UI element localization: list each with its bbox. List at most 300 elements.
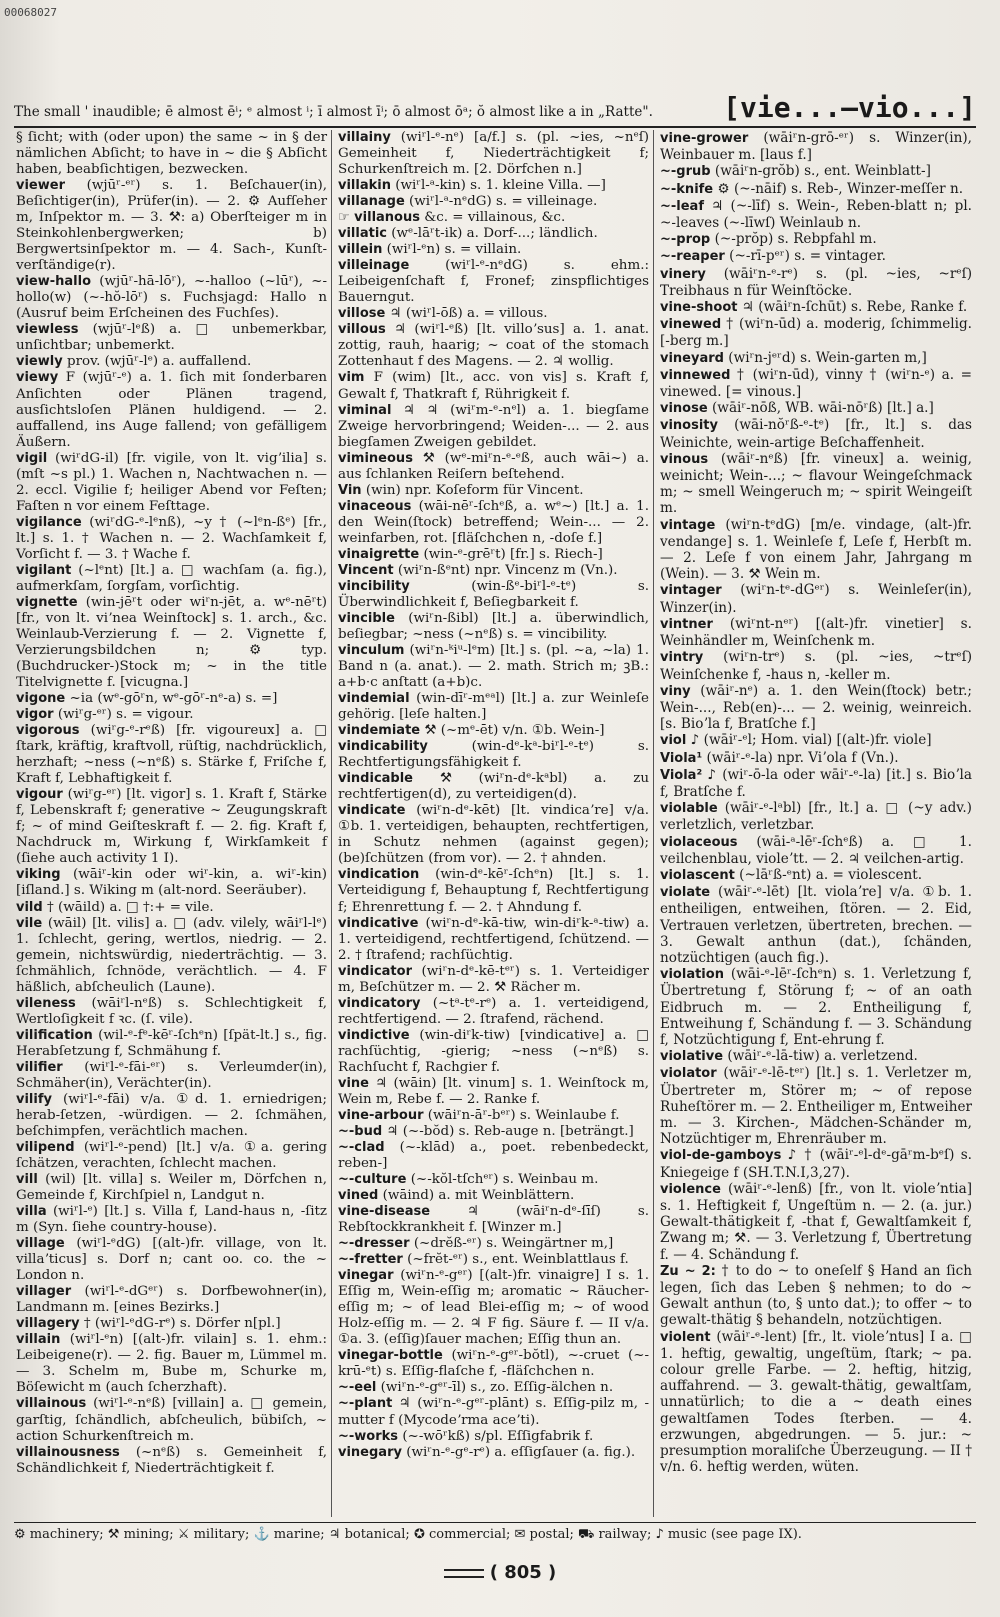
entry-definition: (win-dᵉ-kᵃ-biʳl-ᵉ-tᵉ) s. Rechtfertigungsfähigkeit f. (338, 739, 649, 771)
entry-definition: ♪ (wiʳ-ō-la oder wāiʳ-ᵉ-la) [it.] s. Bioʼla f, Bratſche f. (660, 766, 973, 800)
dictionary-entry (660, 198, 972, 231)
entry-definition: ♃ (wāiʳn-dᵉ-ſīſ) s. Rebſtockkrankheit f. [Winzer m.] (338, 1204, 649, 1236)
entry-headword: vincible (338, 610, 395, 626)
entry-definition: (win-dīʳ-mᵉᵃl) [lt.] a. zur Weinleſe gehörig. [leſe halten.] (338, 691, 649, 723)
entry-headword: vigorous (16, 723, 80, 739)
entry-definition: prov. (wjūʳ-lᵉ) a. auffallend. (66, 354, 252, 370)
entry-definition: ♃ (~-bŏd) s. Reb-auge n. [beträngt.] (386, 1123, 634, 1139)
entry-definition: (wiʳn-jᵉʳd) s. Wein-garten m,] (728, 349, 927, 366)
entry-headword: village (16, 1236, 65, 1252)
dictionary-entry (660, 884, 972, 966)
entry-headword: ~-reaper (660, 249, 725, 265)
entry-definition: ♃ (wiʳl-ōß) a. = villous. (389, 306, 548, 322)
entry-definition: (wiʳn-tᵉ-dGᵉʳ) s. Weinleſer(in), Winzer(in). (660, 582, 972, 616)
entry-headword: vined (338, 1188, 379, 1204)
dictionary-entry (16, 996, 327, 1028)
entry-headword: vinaigrette (338, 546, 420, 562)
entry-headword: viewer (16, 178, 65, 194)
dictionary-entry (338, 916, 649, 964)
entry-headword: vindicate (338, 803, 406, 819)
dictionary-entry (338, 579, 649, 611)
entry-headword: vild (16, 899, 43, 915)
entry-definition: (wiʳl-ᵉ-fāi) v/a. ①d. 1. erniedrigen; herab-ſetzen, -würdigen. — 2. ſchmähen, beſchimpfen, verächtlich machen. (16, 1091, 327, 1139)
dictionary-entry (338, 547, 649, 563)
symbol-legend: ⚙ machinery; ⚒ mining; ⚔ military; ⚓ marine; ♃ botanical; ✪ commercial; ✉ postal; ⛟ railway; ♪ music (see page IX). (14, 1522, 976, 1544)
entry-headword: vintry (660, 650, 704, 666)
entry-definition: (~tᵃ-tᵉ-rᵉ) a. 1. verteidigend, rechtfertigend. — 2. ſtrafend, rächend. (338, 995, 649, 1027)
dictionary-entry (338, 771, 649, 803)
entry-headword: vine-disease (338, 1204, 431, 1220)
entry-definition: (wāiʳ-ᵉ-lᵃbl) [fr., lt.] a. □ (~y adv.) verletzlich, verletzbar. (660, 800, 972, 834)
dictionary-entry (338, 130, 649, 178)
column-2 (336, 130, 654, 1517)
dictionary-entry (16, 451, 327, 515)
entry-definition: (wiʳl-ᵃ-nᵉdG) s. = villeinage. (409, 194, 598, 210)
entry-headword: vinegar (338, 1268, 394, 1284)
entry-headword: violate (660, 885, 711, 901)
entry-headword: vintner (660, 616, 713, 632)
dictionary-entry (660, 417, 972, 450)
entry-headword: vill (16, 1172, 38, 1188)
entry-headword: villainy (338, 130, 391, 145)
dictionary-entry (338, 499, 649, 547)
dictionary-entry (660, 163, 972, 180)
entry-headword: vine (338, 1075, 370, 1091)
entry-headword: ~-knife (660, 181, 714, 197)
entry-headword: vindemiate (338, 723, 421, 739)
dictionary-entry (16, 723, 327, 787)
entry-definition: (~-prŏp) s. Rebpfahl m. (714, 231, 877, 248)
entry-definition: (wiʳl-ᵉ-fāi-ᵉʳ) s. Verleumder(in), Schmäher(in), Verächter(in). (16, 1059, 327, 1091)
entry-definition: † (wiʳl-ᵉdG-rᵉ) s. Dörfer n[pl.] (83, 1316, 281, 1332)
dictionary-entry (16, 867, 327, 899)
entry-definition: (wiʳdG-il) [fr. vigile, von lt. vigʼilia] s. (mſt ~s pl.) 1. Wachen n, Nachtwachen n. — 2. eccl. Vigilie f; heiliger Abend vor Feſten; Faſten n vor einem Feſttage. (16, 450, 327, 514)
pronunciation-key: The small ' inaudible; ē almost ēⁱ; ᵉ almost ⁱ; ī almost īⁱ; ō almost ōᵃ; ŏ almost like a in „Ratte". (14, 104, 653, 120)
entry-definition: (wāiʳn-āʳ-bᵉʳ) s. Weinlaube f. (427, 1107, 620, 1123)
entry-headword: ~-clad (338, 1139, 385, 1155)
entry-definition: (~lᵉnt) [lt.] a. □ wachſam (a. fig.), aufmerkſam, ſorgſam, vorſichtig. (16, 562, 327, 594)
dictionary-entry (338, 370, 649, 402)
entry-headword: villose (338, 306, 386, 322)
entry-headword: villanage (338, 194, 405, 210)
entry-definition: ♪ (wāiʳ-ᵉl; Hom. vial) [(alt-)fr. viole] (690, 732, 932, 749)
dictionary-entry (660, 750, 972, 767)
entry-headword: violaceous (660, 834, 738, 850)
dictionary-entry (338, 403, 649, 451)
dictionary-entry (338, 1252, 649, 1268)
entry-headword: vile (16, 915, 43, 931)
entry-definition: (wāiʳl-nᵉß) s. Schlechtigkeit f, Wertloſigkeit f ꝛc. (ſ. vile). (16, 995, 327, 1027)
entry-headword: ~-fretter (338, 1252, 403, 1268)
dictionary-entry (338, 1204, 649, 1236)
dictionary-entry (338, 643, 649, 691)
entry-definition: (wāi-nēʳ-ſchᵉß, a. wᵉ~) [lt.] a. 1. den Wein(ſtock) betreffend; Wein-... — 2. weinfarben, rot. [fläſchchen n, -doſe f.] (338, 498, 649, 546)
entry-headword: violable (660, 801, 718, 817)
entry-headword: vinewed (660, 317, 722, 333)
entry-definition: ♃ ♃ (wiʳm-ᵉ-nᵉl) a. 1. biegſame Zweige hervorbringend; Weiden-... — 2. aus biegſamen Zweigen gebildet. (338, 402, 649, 450)
entry-definition: (wiʳl-ᵉn) s. = villain. (386, 242, 522, 258)
entry-headword: ~-leaf (660, 198, 704, 214)
entry-headword: villager (16, 1284, 72, 1300)
entry-headword: vindicatory (338, 995, 421, 1011)
page-header (14, 86, 976, 128)
entry-definition: (wjūʳ-ᵉʳ) s. 1. Beſchauer(in), Beſichtiger(in), Prüfer(in). — 2. ⚙ Aufſeher m, Inſpektor m. — 3. ⚒: a) Oberſteiger m in Steinkohlenbergwerken; b) Bergwertsinſpektor m. — 4. Sach-, Kunſt-verſtändige(r). (16, 178, 327, 274)
dictionary-entry (338, 1268, 649, 1348)
entry-headword: vignette (16, 594, 78, 610)
entry-headword: viol (660, 733, 687, 749)
entry-headword: Vin (338, 482, 362, 498)
dictionary-entry (338, 306, 649, 322)
entry-definition: (wiʳnt-nᵉʳ) [(alt-)fr. vinetier] s. Weinhändler m, Weinſchenk m. (660, 615, 972, 650)
entry-headword: vigor (16, 707, 54, 723)
dictionary-entry (16, 178, 327, 274)
entry-headword: violative (660, 1049, 724, 1065)
dictionary-entry (16, 1172, 327, 1204)
entry-definition: ♪ † (wāiʳ-ᵉl-dᵉ-gāʳm-bᵉſ) s. Kniegeige f (SH.T.N.I,3,27). (660, 1147, 972, 1181)
entry-headword: vine-grower (660, 131, 749, 146)
dictionary-entry (660, 451, 972, 517)
dictionary-entry (338, 611, 649, 643)
entry-definition: (wiʳn-ßᵉnt) npr. Vincenz m (Vn.). (397, 562, 618, 578)
entry-headword: vigour (16, 787, 63, 803)
entry-headword: viminal (338, 402, 392, 418)
entry-definition: (wiʳl-ᵃ-kin) s. 1. kleine Villa. —] (395, 178, 606, 194)
entry-headword: ☞ villanous (338, 210, 420, 226)
entry-definition: (wiʳn-dᵉ-kēt) [lt. vindicaʼre] v/a. ①b. 1. verteidigen, behaupten, rechtfertigen, in Schutz nehmen (against gegen); (be)ſchützen (from vor). — 2. † ahnden. (338, 803, 649, 867)
entry-headword: vinaceous (338, 498, 412, 514)
entry-definition: (wiʳl-ᵉ-nᵉß) [villain] a. □ gemein, garſtig, ſchändlich, abſcheulich, bübiſch, ~ action Schurkenſtreich m. (16, 1396, 327, 1444)
entry-headword: view-hallo (16, 274, 92, 290)
dictionary-entry (660, 582, 972, 615)
entry-definition: (wiʳl-ᵉdG) [(alt-)fr. village, von lt. villaʼticus] s. Dorf n; cant oo. co. the ~ London n. (16, 1236, 327, 1284)
dictionary-entry (338, 1445, 649, 1461)
dictionary-entry (16, 515, 327, 563)
entry-definition: (wiʳn-dᵉ-kā-tiw, win-diʳk-ᵃ-tiw) a. 1. verteidigend, rechtfertigend, ſchützend. — 2. † ſtrafend; rachſüchtig. (338, 915, 649, 963)
entry-headword: vinose (660, 401, 708, 417)
entry-definition: ♃ (wāiʳn-ſchūt) s. Rebe, Ranke f. (741, 299, 968, 316)
dictionary-entry (16, 787, 327, 867)
dictionary-entry (338, 178, 649, 194)
dictionary-entry (660, 800, 972, 833)
entry-headword: vimineous (338, 450, 413, 466)
dictionary-entry (660, 1048, 972, 1065)
dictionary-entry (16, 563, 327, 595)
dictionary-entry (338, 803, 649, 867)
dictionary-entry (338, 1124, 649, 1140)
entry-headword: ~-culture (338, 1172, 407, 1188)
entry-headword: violator (660, 1066, 717, 1082)
entry-headword: viewless (16, 322, 79, 338)
entry-definition: (win) npr. Koſeform für Vincent. (365, 482, 584, 498)
entry-headword: vintage (660, 517, 716, 533)
entry-headword: villainousness (16, 1444, 120, 1460)
entry-headword: vindicator (338, 963, 412, 979)
entry-headword: vinculum (338, 643, 405, 658)
entry-definition: (win-ᵉ-grēʳt) [fr.] s. Riech-] (423, 546, 603, 562)
entry-definition: &c. = villainous, &c. (424, 210, 566, 226)
dictionary-entry (660, 517, 972, 583)
dictionary-entry (660, 181, 972, 198)
entry-definition: (win-dᵉ-kēʳ-ſchᵉn) [lt.] s. 1. Verteidigung f, Behauptung f, Rechtfertigung f; Ehrenrettung f. — 2. † Ahndung f. (338, 867, 649, 915)
entry-definition: (wil) [lt. villa] s. Weiler m, Dörfchen n, Gemeinde f, Kirchſpiel n, Landgut n. (16, 1172, 327, 1204)
entry-definition: ~ia (wᵉ-gōʳn, wᵉ-gōʳ-nᵉ-a) s. =] (69, 691, 278, 707)
dictionary-entry (660, 248, 972, 265)
entry-definition: (~-wōʳkß) s/pl. Eſſigfabrik f. (402, 1428, 594, 1444)
entry-headword: ~-eel (338, 1380, 377, 1396)
page-range: [vie...—vio...] (723, 91, 976, 124)
dictionary-entry (660, 1329, 972, 1476)
dictionary-entry (338, 1380, 649, 1396)
entry-definition: (wiʳl-ᵉ) [lt.] s. Villa f, Land-haus n, -ſitz m (Syn. ſiehe country-house). (16, 1204, 327, 1236)
entry-definition: (win-jēʳt oder wiʳn-jēt, a. wᵉ-nēʳt) [fr., von lt. viʼnea Weinſtock] s. 1. arch., &c. Weinlaub-Verzierung f. — 2. Vignette f, Verzierungsbildchen n; ⚙ typ. (Buchdrucker-)Stock m; ~ in the title Titelvignette f. [vicugna.] (16, 594, 327, 691)
dictionary-entry (338, 194, 649, 210)
entry-headword: vine-shoot (660, 300, 738, 316)
entry-headword: vinegar-bottle (338, 1348, 443, 1364)
entry-definition: (wiʳl-ᵉn) [(alt-)fr. vilain] s. 1. ehm.: Leibeigene(r). — 2. fig. Bauer m, Lümmel m. — 3. Schelm m, Bube m, Schurke m, Böſewicht m (auch ſcherzhaft). (16, 1332, 327, 1396)
entry-definition: (wāiʳn-ᵉ-rᵉ) s. (pl. ~ies, ~rᵉſ) Treibhaus n für Weinſtöcke. (660, 265, 972, 299)
entry-definition: † (wiʳn-ūd), vinny † (wiʳn-ᵉ) a. = vinewed. [= vinous.] (660, 366, 972, 401)
entry-definition: (wāiʳ-kin oder wiʳ-kin, a. wiʳ-kin) [iſland.] s. Wiking m (alt-nord. Seeräuber). (16, 867, 327, 899)
entry-headword: Viola¹ (660, 750, 703, 766)
dictionary-entry (660, 266, 972, 299)
entry-definition: (wiʳn-trᵉ) s. (pl. ~ies, ~trᵉſ) Weinſchenke f, -haus n, -keller m. (660, 649, 972, 683)
dictionary-entry (338, 996, 649, 1028)
entry-definition: (win-ßᵉ-biʳl-ᵉ-tᵉ) s. Überwindlichkeit f, Beſiegbarkeit f. (338, 578, 649, 610)
dictionary-entry (16, 1060, 327, 1092)
entry-definition: (wāiʳ-nōß, WB. wāi-nōʳß) [lt.] a.] (712, 400, 934, 417)
dictionary-entry (660, 966, 972, 1048)
entry-definition: (~-kŏl-tſchᵉʳ) s. Weinbau m. (410, 1172, 599, 1188)
entry-definition: (~drĕß-ᵉʳ) s. Weingärtner m,] (413, 1236, 614, 1252)
entry-definition: (wāi-ᵉ-lēʳ-ſchᵉn) s. 1. Verletzung f, Übertretung f, Störung f; ~ of an oath Eidbruch m. — 2. Entheiligung f, Entweihung f, Schändung f. — 3. Schändung f, Notzüchtigung f, Ent-ehrung f. (660, 966, 972, 1048)
dictionary-entry (16, 1236, 327, 1284)
entry-headword: vindicable (338, 771, 414, 787)
dictionary-entry (338, 322, 649, 370)
entry-definition: (wāil) [lt. vilis] a. □ (adv. vilely, wāiʳl-lᵉ) 1. ſchlecht, gering, wertlos, niedrig. — 2. gemein, nichtswürdig, niederträchtig. — 3. ſchmählich, ſchnöde, verächtlich. — 4. F häßlich, abſcheulich (Laune). (16, 915, 327, 995)
entry-headword: vinosity (660, 418, 718, 434)
entry-headword: violation (660, 967, 724, 983)
dictionary-entry (660, 834, 972, 867)
dictionary-entry (338, 723, 649, 739)
entry-headword: villous (338, 322, 386, 338)
entry-definition: (wiʳn-ᵉ-gᵉʳ-īl) s., zo. Eſſig-älchen n. (380, 1380, 614, 1396)
dictionary-entry (16, 274, 327, 322)
entry-definition: (wāi-nŏʳß-ᵉ-tᵉ) [fr., lt.] s. das Weinichte, wein-artige Beſchaffenheit. (660, 417, 972, 451)
entry-headword: vigilance (16, 514, 82, 530)
dictionary-entry (660, 1065, 972, 1147)
dictionary-entry (660, 1147, 972, 1180)
dictionary-entry (16, 1284, 327, 1316)
dictionary-entry (660, 767, 972, 800)
dictionary-entry (660, 616, 972, 649)
entry-definition: (wiʳl-ᵉ-pend) [lt.] v/a. ①a. gering ſchätzen, verachten, ſchlecht machen. (16, 1139, 327, 1171)
entry-definition: F (wim) [lt., acc. von vis] s. Kraft f, Gewalt f, Thatkraft f, Rührigkeit f. (338, 370, 649, 402)
dictionary-entry (16, 1140, 327, 1172)
dictionary-entry (660, 732, 972, 749)
entry-definition: ♃ (~-līf) s. Wein-, Reben-blatt n; pl. ~-leaves (~-līwſ) Weinlaub n. (660, 197, 973, 232)
entry-headword: violent (660, 1329, 711, 1345)
entry-headword: ~-bud (338, 1123, 383, 1139)
entry-definition: (wāiʳ-nᵉ) a. 1. den Wein(ſtock) betr.; Wein-..., Reb(en)-... — 2. weinig, weinreich. [s. Bioʼla f, Bratſche f.] (660, 682, 972, 733)
entry-headword: villakin (338, 178, 391, 194)
dictionary-entry (338, 242, 649, 258)
dictionary-entry (338, 451, 649, 483)
dictionary-entry (16, 1396, 327, 1444)
entry-headword: vinery (660, 266, 706, 282)
dictionary-entry (338, 1236, 649, 1252)
entry-headword: vindication (338, 867, 420, 883)
entry-definition: (wiʳl-ᵉ-dGᵉʳ) s. Dorfbewohner(in), Landmann m. [eines Bezirks.] (16, 1284, 328, 1316)
entry-definition: (wāiʳn-grŏb) s., ent. Weinblatt-] (714, 163, 931, 180)
entry-headword: vindicative (338, 915, 419, 931)
page-number-text: ( 805 ) (489, 1562, 557, 1583)
entry-definition: (wāiʳn-grō-ᵉʳ) s. Winzer(in), Weinbauer m. [laus f.] (660, 130, 973, 164)
dictionary-entry (16, 916, 327, 996)
dictionary-entry (660, 649, 972, 682)
entry-definition: (wiʳn-ßibl) [lt.] a. überwindlich, beſiegbar; ~ness (~nᵉß) s. = vincibility. (338, 610, 649, 642)
entry-headword: vincibility (338, 578, 410, 594)
entry-headword: villeinage (338, 258, 410, 274)
dictionary-entry (338, 1188, 649, 1204)
dictionary-entry (338, 226, 649, 242)
entry-definition: (wiʳn-ᵉ-gᵉʳ) [(alt-)fr. vinaigre] I s. 1. Eſſig m, Wein-eſſig m; aromatic ~ Räucher-eſſig m; ~ of lead Blei-eſſig m; ~ of wood Holz-eſſig m. — 2. ♃ F fig. Säure f. — II v/a. ①a. 3. (eſſig)ſauer machen; Eſſig thun an. (338, 1268, 649, 1348)
dictionary-entry (338, 1076, 649, 1108)
entry-headword: vilifier (16, 1059, 63, 1075)
dictionary-entry (660, 299, 972, 316)
dictionary-entry (16, 354, 327, 370)
dictionary-entry (338, 210, 649, 226)
entry-definition: ♃ (wiʳl-ᵉß) [lt. villoʼsus] a. 1. anat. zottig, rauh, haarig; ~ coat of the stomach Zottenhaut f des Magens. — 2. ♃ wollig. (338, 322, 649, 370)
entry-definition: † (wāild) a. □ †:+ = vile. (46, 899, 214, 915)
dictionary-entry (338, 1140, 649, 1172)
dictionary-entry (338, 1028, 649, 1076)
dictionary-entry (16, 900, 327, 916)
entry-headword: villein (338, 242, 383, 258)
dictionary-entry (338, 483, 649, 499)
entry-definition: ⚒ (~mᵉ-ēt) v/n. ①b. Wein-] (424, 723, 605, 739)
entry-headword: ~-plant (338, 1396, 393, 1412)
entry-definition: (~frĕt-ᵉʳ) s., ent. Weinblattlaus f. (407, 1252, 629, 1268)
entry-headword: Viola² (660, 767, 703, 783)
entry-headword: vileness (16, 995, 76, 1011)
entry-headword: vilify (16, 1091, 52, 1107)
entry-definition: (wiʳn-ᵉ-gᵉʳ-bŏtl), ~-cruet (~-krū-ᵉt) s. Eſſig-flaſche f, -fläſchchen n. (338, 1348, 649, 1380)
entry-headword: vinegary (338, 1444, 402, 1460)
entry-definition: (wiʳl-ᵉ-nᵉdG) s. ehm.: Leibeigenſchaft f, Fronef; zinspflichtiges Bauerngut. (338, 258, 649, 306)
entry-definition: (wāiʳ-ᵉ-lēt) [lt. violaʼre] v/a. ①b. 1. entheiligen, entweihen, ſtören. — 2. Eid, Vertrauen verletzen, übertreten, brechen. — 3. Gewalt anthun (dat.), ſchänden, notzüchtigen (auch fig.). (660, 884, 972, 966)
dictionary-entry (16, 1332, 327, 1396)
entry-definition: (wāind) a. mit Weinblättern. (382, 1188, 575, 1204)
dictionary-entry (338, 964, 649, 996)
dictionary-entry (338, 1396, 649, 1428)
entry-headword: villatic (338, 226, 387, 242)
entry-definition: (~-klād) a., poet. rebenbedeckt, reben-] (338, 1139, 649, 1171)
entry-columns (14, 130, 976, 1517)
entry-definition: (wiʳn-ᵉ-gᵉ-rᵉ) a. eſſigſauer (a. fig.). (406, 1444, 636, 1460)
entry-definition: (wiʳl-ᵉ-nᵉ) [a/f.] s. (pl. ~ies, ~nᵉſ) Gemeinheit f, Niederträchtigkeit f; Schurkenſtreich m. [2. Dörfchen n.] (338, 130, 649, 178)
entry-definition: (wiʳg-ᵉʳ) [lt. vigor] s. 1. Kraft f, Stärke f, Lebenskraft f; generative ~ Zeugungskraft f; ~ of mind Geiſteskraft f. — 2. fig. Kraft f, Nachdruck m, Wirkung f, Wirkſamkeit f (ſiehe auch activity 1 I). (16, 787, 327, 867)
entry-definition: (wjūʳ-hā-lōʳ), ~-halloo (~lūʳ), ~-hollo(w) (~-hŏ-lōʳ) s. Fuchsjagd: Hallo n (Ausruf beim Erſcheinen des Fuchſes). (16, 274, 327, 322)
page-number (0, 1562, 1000, 1583)
dictionary-entry (660, 350, 972, 367)
entry-headword: villagery (16, 1316, 80, 1332)
entry-headword: ~-prop (660, 232, 711, 248)
entry-headword: viny (660, 683, 691, 699)
entry-headword: vigilant (16, 562, 72, 578)
dictionary-entry (660, 867, 972, 884)
dictionary-entry (660, 367, 972, 400)
entry-headword: vigone (16, 691, 66, 707)
entry-headword: vintager (660, 583, 722, 599)
entry-definition: (wāi-ᵃ-lēʳ-ſchᵉß) a. □ 1. veilchenblau, violeʼtt. — 2. ♃ veilchen-artig. (660, 833, 972, 867)
dictionary-entry (16, 1445, 327, 1477)
dictionary-entry (16, 1092, 327, 1140)
dictionary-entry (16, 707, 327, 723)
dictionary-entry (660, 683, 972, 733)
entry-headword: vindemial (338, 691, 410, 707)
dictionary-entry (338, 867, 649, 915)
entry-headword: ~-works (338, 1428, 399, 1444)
entry-definition: (wāiʳ-ᵉ-lent) [fr., lt. violeʼntus] I a. □ 1. heftig, gewaltig, ungeſtüm, ſtark; ~ pa. colour grelle Farbe. — 2. heftig, hitzig, auffahrend. — 3. gewalt-thätig, gewaltſam, unnatürlich; to die a ~ death eines gewaltſamen Todes ſterben. — 4. erzwungen, abgedrungen. — 5. jur.: ~ presumption moraliſche Überzeugung. — II † v/n. 6. heftig werden, wüten. (660, 1328, 972, 1476)
entry-headword: viewly (16, 354, 63, 370)
entry-headword: viol-de-gamboys (660, 1148, 782, 1164)
entry-definition: (~nᵉß) s. Gemeinheit f, Schändlichkeit f, Niederträchtigkeit f. (16, 1444, 327, 1476)
dictionary-entry (16, 691, 327, 707)
dictionary-entry (16, 1316, 327, 1332)
entry-definition: ⚒ (wiʳn-dᵉ-kᵃbl) a. zu rechtfertigen(d), zu verteidigen(d). (338, 771, 650, 803)
entry-definition: (wil-ᵉ-fᵉ-kēʳ-ſchᵉn) [ſpät-lt.] s., fig. Herabſetzung f, Schmähung f. (16, 1027, 327, 1059)
entry-headword: Vincent (338, 562, 394, 578)
dictionary-entry (338, 258, 649, 306)
entry-headword: vim (338, 370, 365, 386)
entry-headword: villainous (16, 1396, 87, 1412)
dictionary-entry (660, 316, 972, 349)
dictionary-entry (16, 1204, 327, 1236)
column-3 (658, 130, 976, 1517)
dictionary-entry (338, 1348, 649, 1380)
entry-definition: (wāiʳ-nᵉß) [fr. vineux] a. weinig, weinicht; Wein-...; ~ flavour Weingeſchmack m; ~ smell Weingeruch m; ~ spirit Weingeiſt m. (660, 450, 972, 517)
entry-headword: vigil (16, 450, 48, 466)
dictionary-entry (338, 691, 649, 723)
entry-definition: (wiʳdG-ᵉ-lᵉnß), ~y † (~lᵉn-ßᵉ) [fr., lt.] s. 1. † Wachen n. — 2. Wachſamkeit f, Vorſicht f. — 3. † Wache f. (16, 514, 327, 562)
entry-headword: viewy (16, 370, 59, 386)
entry-definition: (wiʳn-ᵏiᵘ-lᵉm) [lt.] s. (pl. ~a, ~la) 1. Band n (a. anat.). — 2. math. Strich m; ꝫB.: a+b·c anſtatt (a+b)c. (338, 643, 649, 691)
dictionary-entry (660, 400, 972, 417)
entry-definition: (wiʳn-tᵉdG) [m/e. vindage, (alt-)fr. vendange] s. 1. Weinleſe f, Leſe f, Herbſt m. — 2. Leſe f von einem Jahr, Jahrgang m (Wein). — 3. ⚒ Wein m. (660, 516, 972, 583)
entry-headword: violascent (660, 867, 735, 883)
dictionary-entry (660, 1263, 972, 1329)
dictionary-entry (16, 370, 327, 450)
entry-headword: vilification (16, 1027, 93, 1043)
entry-headword: vilipend (16, 1139, 75, 1155)
entry-definition: † (wiʳn-ūd) a. moderig, ſchimmelig. [-berg m.] (660, 316, 972, 350)
entry-definition: (wāiʳ-ᵉ-la) npr. Viʼola f (Vn.). (706, 749, 899, 766)
entry-definition: (wāiʳ-ᵉ-lenß) [fr., von lt. violeʼntia] s. 1. Heftigkeit f, Ungeſtüm n. — 2. (a. jur.) Gewalt-thätigkeit f, -that f, Gewaltſamkeit f, Zwang m; ⚒. — 3. Verletzung f, Übertretung f. — 4. Schändung f. (660, 1180, 972, 1263)
entry-headword: ~-dresser (338, 1236, 410, 1252)
entry-definition: (win-diʳk-tiw) [vindicative] a. □ rachſüchtig, -gierig; ~ness (~nᵉß) s. Rachſucht f, Rachgier f. (338, 1027, 649, 1075)
scan-id: 00068027 (4, 6, 57, 19)
entry-definition: (wāiʳ-ᵉ-lē-tᵉʳ) [lt.] s. 1. Verletzer m, Übertreter m, Störer m; ~ of repose Ruheſtörer m. — 2. Entheiliger m, Entweiher m. — 3. Kirchen-, Mädchen-Schänder m, Notzüchtiger m, Ehrenräuber m. (660, 1065, 972, 1148)
entry-definition: (wᵉ-lāʳt-ik) a. Dorf-...; ländlich. (391, 226, 598, 242)
dictionary-entry (16, 322, 327, 354)
entry-definition: (wiʳn-dᵉ-kē-tᵉʳ) s. 1. Verteidiger m, Beſchützer m. — 2. ⚒ Rächer m. (338, 963, 649, 995)
entry-definition: † to do ~ to oneſelf § Hand an ſich legen, ſich das Leben § nehmen; to do ~ Gewalt anthun (to, § unto dat.); to offer ~ to gewalt-thätig § behandeln, notzüchtigen. (660, 1262, 973, 1329)
entry-definition: ⚒ (wᵉ-miʳn-ᵉ-ᵉß, auch wāi~) a. aus ſchlanken Reiſern beſtehend. (338, 450, 649, 482)
entry-headword: vindicability (338, 739, 428, 755)
entry-headword: viking (16, 867, 61, 883)
entry-headword: vineyard (660, 350, 724, 366)
entry-definition: (wiʳg-ᵉ-rᵉß) [fr. vigoureux] a. □ ſtark, kräftig, kraftvoll, rüſtig, nachdrücklich, herzhaft; ~ness (~nᵉß) s. Stärke f, Friſche f, Kraft f, Lebhaftigkeit f. (16, 723, 327, 787)
